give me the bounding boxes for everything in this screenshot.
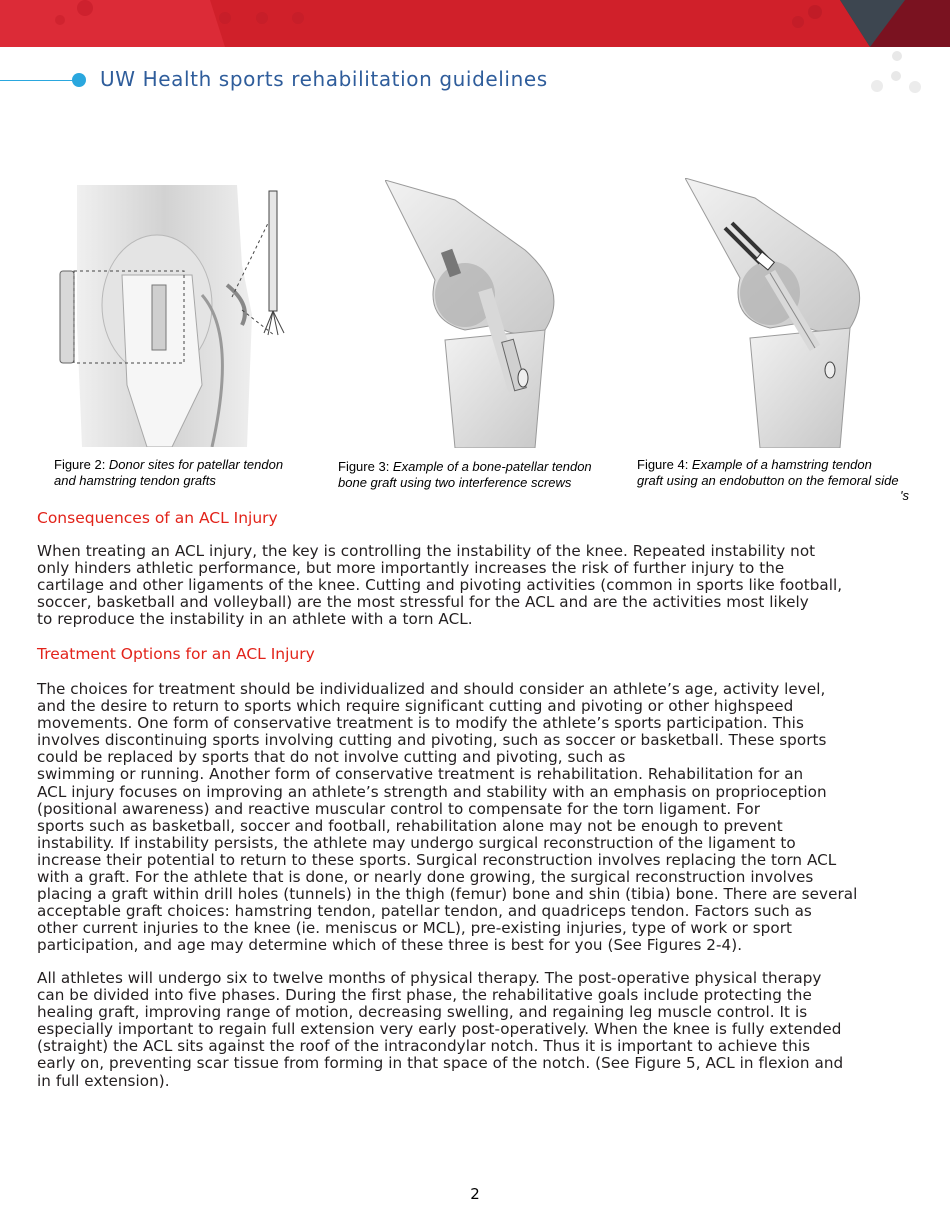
text-line: cartilage and other ligaments of the knee. Cutting and pivoting activities (common in sports like football,: [37, 576, 843, 595]
section-heading-consequences: Consequences of an ACL Injury: [37, 509, 278, 527]
figure-4-prefix: Figure 4:: [637, 457, 692, 472]
text-line: could be replaced by sports that do not involve cutting and pivoting, such as: [37, 748, 626, 767]
text-line: healing graft, improving range of motion, decreasing swelling, and regaining leg muscle control. It is: [37, 1003, 808, 1022]
paragraph-physical-therapy: [37, 970, 897, 1090]
figure-4-caption-line: Example of a hamstring tendon: [691, 457, 872, 472]
text-line: increase their potential to return to these sports. Surgical reconstruction involves replacing the torn ACL: [37, 850, 837, 869]
figure-2-caption-line: and hamstring tendon grafts: [54, 473, 216, 488]
text-line: participation, and age may determine which of these three is best for you (See Figures 2-4).: [37, 936, 743, 955]
figure-3-caption-line: Example of a bone-patellar tendon: [392, 459, 592, 474]
text-line: especially important to regain full extension very early post-operatively. When the knee is fully extended: [37, 1020, 842, 1039]
text-line: ACL injury focuses on improving an athlete’s strength and stability with an emphasis on proprioception: [37, 782, 827, 801]
text-line: early on, preventing scar tissue from forming in that space of the notch. (See Figure 5, ACL in flexion and: [37, 1054, 844, 1073]
text-line: (positional awareness) and reactive muscular control to compensate for the torn ligament. For: [37, 799, 761, 818]
header-bullet-dot: [72, 73, 86, 87]
text-line: to reproduce the instability in an athlete with a torn ACL.: [37, 610, 473, 629]
text-line: When treating an ACL injury, the key is controlling the instability of the knee. Repeated instability not: [37, 542, 816, 560]
text-line: instability. If instability persists, the athlete may undergo surgical reconstruction of the ligament to: [37, 833, 796, 852]
text-line: (straight) the ACL sits against the roof of the intracondylar notch. Thus it is important to achieve this: [37, 1037, 811, 1056]
text-line: sports such as basketball, soccer and football, rehabilitation alone may not be enough to prevent: [37, 816, 783, 835]
page-number: 2: [470, 1185, 480, 1203]
text-line: in full extension).: [37, 1071, 170, 1090]
figure-2-prefix: Figure 2:: [54, 457, 109, 472]
text-line: swimming or running. Another form of conservative treatment is rehabilitation. Rehabilitation for an: [37, 765, 804, 784]
text-line: with a graft. For the athlete that is done, or nearly done growing, the surgical reconstruction involves: [37, 868, 814, 887]
text-line: involves discontinuing sports involving cutting and pivoting, such as soccer or basketball. These sports: [37, 731, 827, 750]
header-banner: [0, 0, 950, 47]
paragraph-treatment-options: [37, 681, 897, 955]
figure-2-caption-line: Donor sites for patellar tendon: [108, 457, 284, 472]
figure-3-illustration: [385, 180, 570, 448]
text-line: placing a graft within drill holes (tunnels) in the thigh (femur) bone and shin (tibia) bone. There are several: [37, 885, 858, 904]
text-line: soccer, basketball and volleyball) are the most stressful for the ACL and are the activities most likely: [37, 593, 809, 612]
page-header-title: UW Health sports rehabilitation guidelines: [100, 67, 548, 91]
header-rule: [0, 80, 74, 81]
figure-3-caption-line: bone graft using two interference screws: [338, 475, 572, 490]
text-line: can be divided into five phases. During the first phase, the rehabilitative goals include protecting the: [37, 986, 812, 1005]
figure-3-prefix: Figure 3:: [338, 459, 393, 474]
figure-4-caption: [637, 457, 927, 489]
text-line: acceptable graft choices: hamstring tendon, patellar tendon, and quadriceps tendon. Factors such as: [37, 902, 812, 921]
text-line: movements. One form of conservative treatment is to modify the athlete’s sports participation. This: [37, 714, 804, 733]
figure-4-caption-overflow: 's: [900, 488, 909, 503]
figure-4-illustration: [685, 178, 875, 448]
text-line: and the desire to return to sports which require significant cutting and pivoting or other highspeed: [37, 697, 794, 716]
paragraph-consequences: [37, 543, 897, 628]
figure-3-caption: [338, 459, 628, 490]
figure-2-caption: [54, 457, 316, 489]
text-line: other current injuries to the knee (ie. meniscus or MCL), pre-existing injuries, type of work or sport: [37, 919, 792, 938]
text-line: All athletes will undergo six to twelve months of physical therapy. The post-operative physical therapy: [37, 969, 822, 987]
section-heading-treatment: Treatment Options for an ACL Injury: [37, 645, 315, 663]
figure-2-illustration: [52, 185, 304, 447]
text-line: only hinders athletic performance, but more importantly increases the risk of further injury to the: [37, 559, 785, 578]
figure-4-caption-line: graft using an endobutton on the femoral side: [637, 473, 899, 488]
hexagon-decoration: [860, 50, 950, 100]
text-line: The choices for treatment should be individualized and should consider an athlete’s age, activity level,: [37, 680, 826, 698]
